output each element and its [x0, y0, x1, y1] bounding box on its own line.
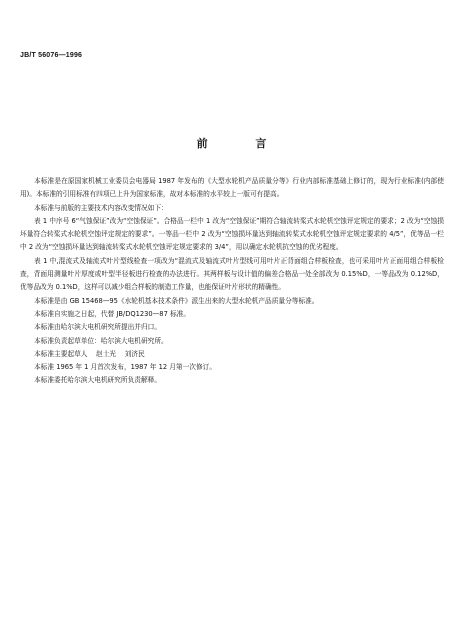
- paragraph-basis: 本标准是在原国家机械工业委员会电器局 1987 年发布的《大型水轮机产品质量分等》行业内部标准基础上修订的，现为行业标准(内部使用)。本标准的引用标准有四项已上升为国家标准，故对本标准的水平较上一版可有提高。: [20, 177, 444, 199]
- paragraph-proposed-by: 本标准由哈尔滨大电机研究所提出并归口。: [34, 323, 162, 332]
- paragraph-drafters: 本标准主要起草人 赵士光 刘济民: [34, 349, 145, 358]
- paragraph-blade-profile-change: 表 1 中,混流式及轴流式叶片型线检查一项改为“混流式及轴流式叶片型线可用叶片正背面组合样板检查，也可采用叶片正面用组合样板检查，背面用测量叶片厚度或叶型半径板进行检查的办法进行。其两样板与设计值的偏差合格品一处全部改为 0.15%D，一等品改为 0.12%D，优等品改为 0.1%D，这样可以减少组合样板的制造工作量，也能保证叶片形状的精确性。: [20, 256, 444, 292]
- paragraph-drafting-unit: 本标准负责起草单位：哈尔滨大电机研究所。: [34, 336, 168, 345]
- paragraph-cavitation-change: 表 1 中序号 6“气蚀保证”改为“空蚀保证”。合格品一栏中 1 改为“空蚀保证”期符合轴流转桨式水轮机空蚀评定规定的要求；2 改为“空蚀损坏量符合转桨式水轮机空蚀评定规定的要求”。一等品一栏中 2 改为“空蚀损坏量达到轴流转桨式水轮机空蚀评定规定要求的 4/5”，优等品一栏中 2 改为“空蚀损坏量达到轴流转桨式水轮机空蚀评定规定要求的 3/4”，用以确定水轮机抗空蚀的优劣程度。: [20, 216, 444, 252]
- paragraph-interpretation: 本标准委托哈尔滨大电机研究所负责解释。: [34, 376, 162, 385]
- paragraph-changes-intro: 本标准与前版的主要技术内容改变情况如下：: [34, 203, 168, 212]
- standard-code: JB/T 56076—1996: [20, 52, 83, 59]
- paragraph-derived-from: 本标准是由 GB 15468—95《水轮机基本技术条件》派生出来的大型水轮机产品质量分等标准。: [34, 296, 319, 305]
- paragraph-replaces: 本标准自实施之日起，代替 JB/DQ1230—87 标准。: [34, 309, 191, 318]
- foreword-body: [20, 175, 444, 388]
- page-title: 前 言: [196, 137, 289, 150]
- paragraph-history: 本标准 1965 年 1 月首次发布，1987 年 12 月第一次修订。: [34, 363, 217, 372]
